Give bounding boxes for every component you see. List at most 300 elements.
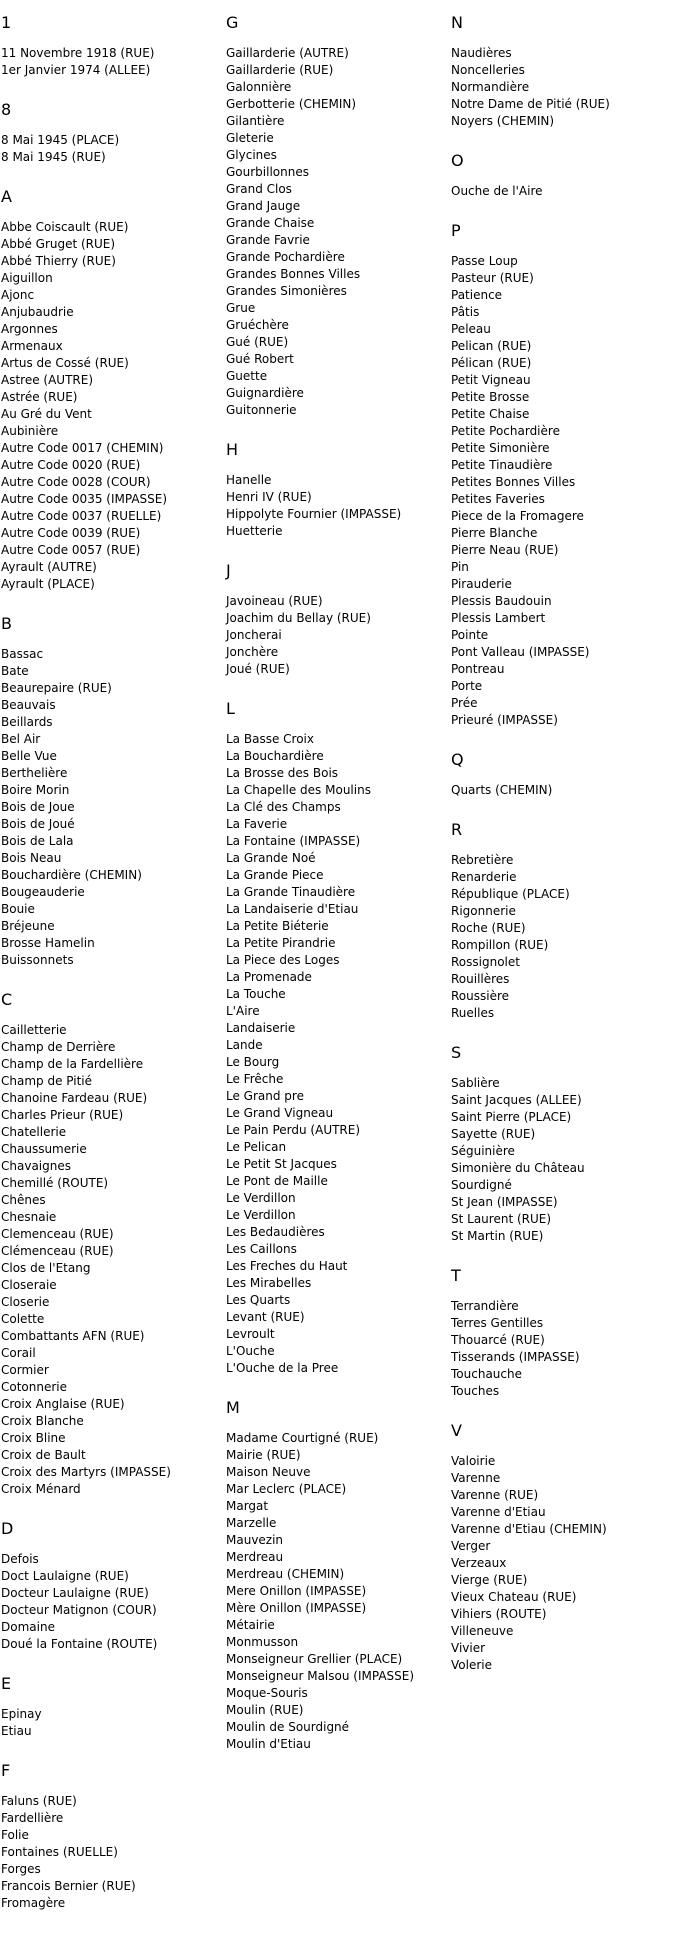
street-entry: Aiguillon (1, 271, 53, 285)
street-entry: Clemenceau (RUE) (1, 1227, 114, 1241)
street-entry: Brosse Hamelin (1, 936, 95, 950)
street-entry: Grande Pochardière (226, 250, 345, 264)
street-entry: Thouarcé (RUE) (451, 1333, 545, 1347)
street-entry: Anjubaudrie (1, 305, 74, 319)
street-entry: Beaurepaire (RUE) (1, 681, 112, 695)
street-list (1, 646, 223, 969)
street-entry: Mauvezin (226, 1533, 284, 1547)
street-entry: Closeraie (1, 1278, 57, 1292)
street-entry: Pélican (RUE) (451, 356, 532, 370)
street-entry: Plessis Lambert (451, 611, 546, 625)
street-entry: Petit Vigneau (451, 373, 531, 387)
street-entry: Varenne d'Etiau (CHEMIN) (451, 1522, 607, 1536)
street-entry: La Touche (226, 987, 286, 1001)
street-entry: Champ de Derrière (1, 1040, 116, 1054)
street-entry: L'Ouche (226, 1344, 275, 1358)
street-entry: Piece de la Fromagere (451, 509, 584, 523)
street-entry: Astrée (RUE) (1, 390, 78, 404)
street-entry: Levant (RUE) (226, 1310, 305, 1324)
street-list (451, 1453, 673, 1674)
index-section (1, 990, 223, 1498)
street-entry: La Faverie (226, 817, 288, 831)
street-entry: Bougeauderie (1, 885, 85, 899)
street-entry: Autre Code 0037 (RUELLE) (1, 509, 162, 523)
street-entry: Jonchère (226, 645, 279, 659)
street-entry: Petite Simonière (451, 441, 550, 455)
street-entry: Doué la Fontaine (ROUTE) (1, 1637, 158, 1651)
street-entry: Beauvais (1, 698, 56, 712)
street-entry: Lande (226, 1038, 263, 1052)
index-section (451, 750, 673, 799)
street-entry: Combattants AFN (RUE) (1, 1329, 145, 1343)
street-entry: Madame Courtigné (RUE) (226, 1431, 379, 1445)
street-entry: Landaiserie (226, 1021, 296, 1035)
street-entry: L'Aire (226, 1004, 260, 1018)
index-section (1, 1674, 223, 1740)
street-entry: Noncelleries (451, 63, 525, 77)
section-letter-heading: 8 (1, 100, 12, 119)
street-entry: Closerie (1, 1295, 50, 1309)
street-entry: Astree (AUTRE) (1, 373, 94, 387)
street-entry: Pasteur (RUE) (451, 271, 534, 285)
street-entry: Patience (451, 288, 503, 302)
street-entry: Les Freches du Haut (226, 1259, 348, 1273)
street-entry: La Fontaine (IMPASSE) (226, 834, 361, 848)
street-entry: Croix Ménard (1, 1482, 81, 1496)
street-entry: Artus de Cossé (RUE) (1, 356, 129, 370)
street-entry: La Clé des Champs (226, 800, 341, 814)
street-entry: Francois Bernier (RUE) (1, 1879, 136, 1893)
street-entry: Ayrault (PLACE) (1, 577, 95, 591)
index-section (226, 13, 448, 419)
street-entry: Vivier (451, 1641, 486, 1655)
street-entry: Ajonc (1, 288, 35, 302)
street-entry: Moulin d'Etiau (226, 1737, 311, 1751)
street-entry: Bois de Joue (1, 800, 75, 814)
street-list (451, 1075, 673, 1245)
street-list (1, 219, 223, 593)
street-list (226, 731, 448, 1377)
section-letter-heading: B (1, 614, 12, 633)
street-entry: St Laurent (RUE) (451, 1212, 552, 1226)
street-entry: Normandière (451, 80, 530, 94)
street-entry: Grande Favrie (226, 233, 310, 247)
street-entry: Saint Jacques (ALLEE) (451, 1093, 582, 1107)
section-letter-heading: R (451, 820, 463, 839)
section-letter-heading: F (1, 1761, 11, 1780)
street-entry: Marzelle (226, 1516, 277, 1530)
street-entry: Armenaux (1, 339, 63, 353)
street-entry: Clémenceau (RUE) (1, 1244, 114, 1258)
index-section (1, 614, 223, 969)
street-entry: Verger (451, 1539, 491, 1553)
street-entry: Sablière (451, 1076, 500, 1090)
street-entry: Autre Code 0028 (COUR) (1, 475, 151, 489)
street-entry: Faluns (RUE) (1, 1794, 77, 1808)
street-list (451, 1298, 673, 1400)
street-entry: Docteur Matignon (COUR) (1, 1603, 157, 1617)
street-entry: Bate (1, 664, 29, 678)
street-entry: Le Pelican (226, 1140, 287, 1154)
street-entry: Hanelle (226, 473, 272, 487)
section-letter-heading: V (451, 1421, 462, 1440)
street-entry: Gué (RUE) (226, 335, 289, 349)
street-entry: Chatellerie (1, 1125, 67, 1139)
street-entry: Gaillarderie (RUE) (226, 63, 334, 77)
street-entry: Valoirie (451, 1454, 496, 1468)
street-entry: Petite Pochardière (451, 424, 560, 438)
section-letter-heading: N (451, 13, 463, 32)
street-list (451, 45, 673, 130)
street-entry: La Grande Noé (226, 851, 316, 865)
street-entry: Ayrault (AUTRE) (1, 560, 97, 574)
street-entry: Rossignolet (451, 955, 520, 969)
street-entry: Monseigneur Malsou (IMPASSE) (226, 1669, 415, 1683)
street-entry: Fromagère (1, 1896, 66, 1910)
section-letter-heading: J (226, 561, 231, 580)
street-list (451, 852, 673, 1022)
street-entry: Les Caillons (226, 1242, 297, 1256)
street-entry: Prée (451, 696, 478, 710)
street-entry: La Grande Tinaudière (226, 885, 356, 899)
street-entry: Chesnaie (1, 1210, 57, 1224)
street-entry: Fardellière (1, 1811, 64, 1825)
street-entry: Guignardière (226, 386, 304, 400)
street-entry: Boire Morin (1, 783, 70, 797)
street-entry: Huetterie (226, 524, 283, 538)
street-entry: Autre Code 0039 (RUE) (1, 526, 141, 540)
street-entry: Ouche de l'Aire (451, 184, 543, 198)
street-entry: Quarts (CHEMIN) (451, 783, 553, 797)
street-entry: Argonnes (1, 322, 58, 336)
street-entry: La Basse Croix (226, 732, 314, 746)
section-letter-heading: T (451, 1266, 461, 1285)
index-section (226, 699, 448, 1377)
street-entry: République (PLACE) (451, 887, 570, 901)
street-entry: Champ de Pitié (1, 1074, 93, 1088)
street-entry: St Jean (IMPASSE) (451, 1195, 558, 1209)
street-list (226, 45, 448, 419)
street-entry: Le Grand Vigneau (226, 1106, 334, 1120)
street-entry: Notre Dame de Pitié (RUE) (451, 97, 610, 111)
street-entry: Gaillarderie (AUTRE) (226, 46, 349, 60)
street-entry: Moulin (RUE) (226, 1703, 304, 1717)
section-letter-heading: A (1, 187, 12, 206)
street-list (1, 1793, 223, 1912)
street-entry: Charles Prieur (RUE) (1, 1108, 124, 1122)
street-entry: Passe Loup (451, 254, 518, 268)
street-list (451, 782, 673, 799)
street-entry: Docteur Laulaigne (RUE) (1, 1586, 149, 1600)
street-entry: Séguinière (451, 1144, 515, 1158)
street-entry: Pelican (RUE) (451, 339, 532, 353)
index-section (451, 1421, 673, 1674)
section-letter-heading: G (226, 13, 239, 32)
street-entry: Gilantière (226, 114, 285, 128)
street-entry: Rouillères (451, 972, 510, 986)
street-entry: Vieux Chateau (RUE) (451, 1590, 577, 1604)
street-list (451, 183, 673, 200)
index-section (451, 1043, 673, 1245)
index-section (226, 561, 448, 678)
street-entry: Roussière (451, 989, 510, 1003)
street-list (226, 593, 448, 678)
street-entry: Bouchardière (CHEMIN) (1, 868, 142, 882)
street-entry: Petites Faveries (451, 492, 545, 506)
street-entry: Bois de Lala (1, 834, 74, 848)
street-entry: Touches (451, 1384, 500, 1398)
street-entry: Saint Pierre (PLACE) (451, 1110, 572, 1124)
index-section (451, 221, 673, 729)
street-entry: Gué Robert (226, 352, 294, 366)
section-letter-heading: E (1, 1674, 12, 1693)
street-list (1, 1706, 223, 1740)
index-column-1 (1, 13, 223, 1933)
street-entry: Pirauderie (451, 577, 512, 591)
street-entry: Grand Clos (226, 182, 292, 196)
street-entry: Vihiers (ROUTE) (451, 1607, 547, 1621)
index-section (226, 440, 448, 540)
street-entry: Buissonnets (1, 953, 74, 967)
street-entry: Le Frêche (226, 1072, 284, 1086)
street-entry: Autre Code 0020 (RUE) (1, 458, 141, 472)
street-entry: Javoineau (RUE) (226, 594, 323, 608)
street-entry: Autre Code 0057 (RUE) (1, 543, 141, 557)
index-section (451, 820, 673, 1022)
street-entry: Volerie (451, 1658, 492, 1672)
street-entry: Naudières (451, 46, 512, 60)
street-entry: Joachim du Bellay (RUE) (226, 611, 371, 625)
index-section (451, 151, 673, 200)
street-entry: Les Quarts (226, 1293, 291, 1307)
street-list (226, 1430, 448, 1753)
street-entry: La Brosse des Bois (226, 766, 339, 780)
street-entry: Terres Gentilles (451, 1316, 544, 1330)
street-entry: Bois de Joué (1, 817, 75, 831)
section-letter-heading: P (451, 221, 461, 240)
street-entry: L'Ouche de la Pree (226, 1361, 339, 1375)
street-entry: Mairie (RUE) (226, 1448, 301, 1462)
section-letter-heading: S (451, 1043, 462, 1062)
street-entry: Etiau (1, 1724, 32, 1738)
street-entry: Autre Code 0035 (IMPASSE) (1, 492, 168, 506)
index-section (1, 100, 223, 166)
street-entry: La Grande Piece (226, 868, 324, 882)
street-entry: Abbe Coiscault (RUE) (1, 220, 129, 234)
street-entry: Maison Neuve (226, 1465, 311, 1479)
street-entry: Abbé Thierry (RUE) (1, 254, 116, 268)
street-entry: Merdreau (226, 1550, 284, 1564)
street-entry: La Petite Pirandrie (226, 936, 336, 950)
street-entry: Varenne (RUE) (451, 1488, 539, 1502)
street-entry: Croix Anglaise (RUE) (1, 1397, 125, 1411)
street-list (1, 132, 223, 166)
street-entry: Pierre Neau (RUE) (451, 543, 559, 557)
street-entry: Au Gré du Vent (1, 407, 92, 421)
street-entry: 11 Novembre 1918 (RUE) (1, 46, 155, 60)
street-entry: Tisserands (IMPASSE) (451, 1350, 580, 1364)
street-entry: Bouie (1, 902, 35, 916)
street-entry: Domaine (1, 1620, 55, 1634)
street-entry: Prieuré (IMPASSE) (451, 713, 558, 727)
street-entry: Pont Valleau (IMPASSE) (451, 645, 590, 659)
section-letter-heading: H (226, 440, 239, 459)
street-list (1, 45, 223, 79)
section-letter-heading: L (226, 699, 235, 718)
street-entry: Doct Laulaigne (RUE) (1, 1569, 129, 1583)
street-entry: Métairie (226, 1618, 275, 1632)
street-entry: Le Pont de Maille (226, 1174, 328, 1188)
street-entry: Chênes (1, 1193, 46, 1207)
street-entry: Champ de la Fardellière (1, 1057, 144, 1071)
street-entry: Guette (226, 369, 268, 383)
street-entry: Le Verdillon (226, 1208, 296, 1222)
street-entry: Margat (226, 1499, 269, 1513)
street-entry: Grue (226, 301, 256, 315)
street-entry: Corail (1, 1346, 36, 1360)
street-entry: Beillards (1, 715, 53, 729)
street-entry: Ruelles (451, 1006, 495, 1020)
street-entry: Porte (451, 679, 483, 693)
street-entry: La Petite Biéterie (226, 919, 329, 933)
street-entry: Colette (1, 1312, 45, 1326)
street-entry: Villeneuve (451, 1624, 514, 1638)
street-entry: Chaussumerie (1, 1142, 87, 1156)
street-entry: La Landaiserie d'Etiau (226, 902, 359, 916)
street-entry: La Chapelle des Moulins (226, 783, 371, 797)
street-entry: Croix des Martyrs (IMPASSE) (1, 1465, 171, 1479)
index-column-3 (451, 13, 673, 1695)
street-entry: Petite Chaise (451, 407, 530, 421)
street-list (226, 472, 448, 540)
section-letter-heading: C (1, 990, 13, 1009)
street-entry: 8 Mai 1945 (RUE) (1, 150, 106, 164)
street-entry: Les Bedaudières (226, 1225, 325, 1239)
street-entry: La Piece des Loges (226, 953, 340, 967)
street-entry: Rompillon (RUE) (451, 938, 549, 952)
street-entry: Le Petit St Jacques (226, 1157, 337, 1171)
street-entry: Mar Leclerc (PLACE) (226, 1482, 347, 1496)
street-entry: Bréjeune (1, 919, 55, 933)
street-entry: Croix Bline (1, 1431, 66, 1445)
street-entry: Varenne d'Etiau (451, 1505, 546, 1519)
street-entry: Bois Neau (1, 851, 62, 865)
street-entry: Rebretière (451, 853, 514, 867)
street-entry: Cailletterie (1, 1023, 67, 1037)
street-entry: Epinay (1, 1707, 42, 1721)
index-section (1, 1519, 223, 1653)
street-entry: Grandes Bonnes Villes (226, 267, 361, 281)
street-entry: Bassac (1, 647, 44, 661)
street-list (1, 1551, 223, 1653)
street-entry: Moulin de Sourdigné (226, 1720, 350, 1734)
section-letter-heading: D (1, 1519, 14, 1538)
street-entry: Pin (451, 560, 469, 574)
street-entry: Cotonnerie (1, 1380, 68, 1394)
street-entry: Pontreau (451, 662, 505, 676)
street-entry: Chavaignes (1, 1159, 71, 1173)
street-entry: 1er Janvier 1974 (ALLEE) (1, 63, 151, 77)
street-entry: Gruéchère (226, 318, 289, 332)
street-entry: Gleterie (226, 131, 274, 145)
street-entry: 8 Mai 1945 (PLACE) (1, 133, 120, 147)
street-entry: La Bouchardière (226, 749, 324, 763)
street-entry: Petite Brosse (451, 390, 530, 404)
street-entry: St Martin (RUE) (451, 1229, 544, 1243)
street-entry: Roche (RUE) (451, 921, 526, 935)
street-entry: Folie (1, 1828, 29, 1842)
street-entry: Clos de l'Etang (1, 1261, 91, 1275)
street-entry: Sayette (RUE) (451, 1127, 536, 1141)
street-entry: Touchauche (451, 1367, 522, 1381)
street-entry: Mère Onillon (IMPASSE) (226, 1601, 367, 1615)
street-entry: Verzeaux (451, 1556, 507, 1570)
street-entry: Le Grand pre (226, 1089, 304, 1103)
street-entry: Hippolyte Fournier (IMPASSE) (226, 507, 402, 521)
street-entry: Grandes Simonières (226, 284, 347, 298)
street-entry: Berthelière (1, 766, 68, 780)
section-letter-heading: O (451, 151, 464, 170)
street-entry: Fontaines (RUELLE) (1, 1845, 118, 1859)
index-section (451, 13, 673, 130)
street-entry: Vierge (RUE) (451, 1573, 528, 1587)
street-entry: Monseigneur Grellier (PLACE) (226, 1652, 403, 1666)
street-entry: Croix de Bault (1, 1448, 86, 1462)
street-entry: Defois (1, 1552, 39, 1566)
street-entry: Autre Code 0017 (CHEMIN) (1, 441, 164, 455)
street-entry: Levroult (226, 1327, 275, 1341)
index-section (1, 1761, 223, 1912)
street-entry: Peleau (451, 322, 491, 336)
street-entry: Joncherai (226, 628, 282, 642)
street-entry: Renarderie (451, 870, 517, 884)
street-entry: Henri IV (RUE) (226, 490, 312, 504)
street-entry: Rigonnerie (451, 904, 516, 918)
street-entry: Plessis Baudouin (451, 594, 552, 608)
street-entry: Pointe (451, 628, 489, 642)
street-entry: Chemillé (ROUTE) (1, 1176, 109, 1190)
street-entry: Varenne (451, 1471, 501, 1485)
street-entry: La Promenade (226, 970, 312, 984)
street-entry: Moque-Souris (226, 1686, 308, 1700)
street-entry: Petite Tinaudière (451, 458, 553, 472)
street-entry: Simonière du Château (451, 1161, 585, 1175)
index-section (451, 1266, 673, 1400)
street-entry: Mere Onillon (IMPASSE) (226, 1584, 367, 1598)
street-entry: Gerbotterie (CHEMIN) (226, 97, 357, 111)
street-entry: Petites Bonnes Villes (451, 475, 576, 489)
street-entry: Aubinière (1, 424, 59, 438)
street-entry: Grand Jauge (226, 199, 301, 213)
street-entry: Le Pain Perdu (AUTRE) (226, 1123, 361, 1137)
index-section (1, 13, 223, 79)
section-letter-heading: M (226, 1398, 240, 1417)
street-entry: Sourdigné (451, 1178, 512, 1192)
street-entry: Croix Blanche (1, 1414, 84, 1428)
street-entry: Le Verdillon (226, 1191, 296, 1205)
index-section (1, 187, 223, 593)
street-entry: Grande Chaise (226, 216, 315, 230)
street-entry: Forges (1, 1862, 41, 1876)
street-entry: Terrandière (451, 1299, 519, 1313)
section-letter-heading: 1 (1, 13, 12, 32)
street-entry: Belle Vue (1, 749, 57, 763)
street-entry: Le Bourg (226, 1055, 280, 1069)
street-entry: Gourbillonnes (226, 165, 309, 179)
street-entry: Les Mirabelles (226, 1276, 312, 1290)
street-list (1, 1022, 223, 1498)
street-entry: Joué (RUE) (226, 662, 290, 676)
